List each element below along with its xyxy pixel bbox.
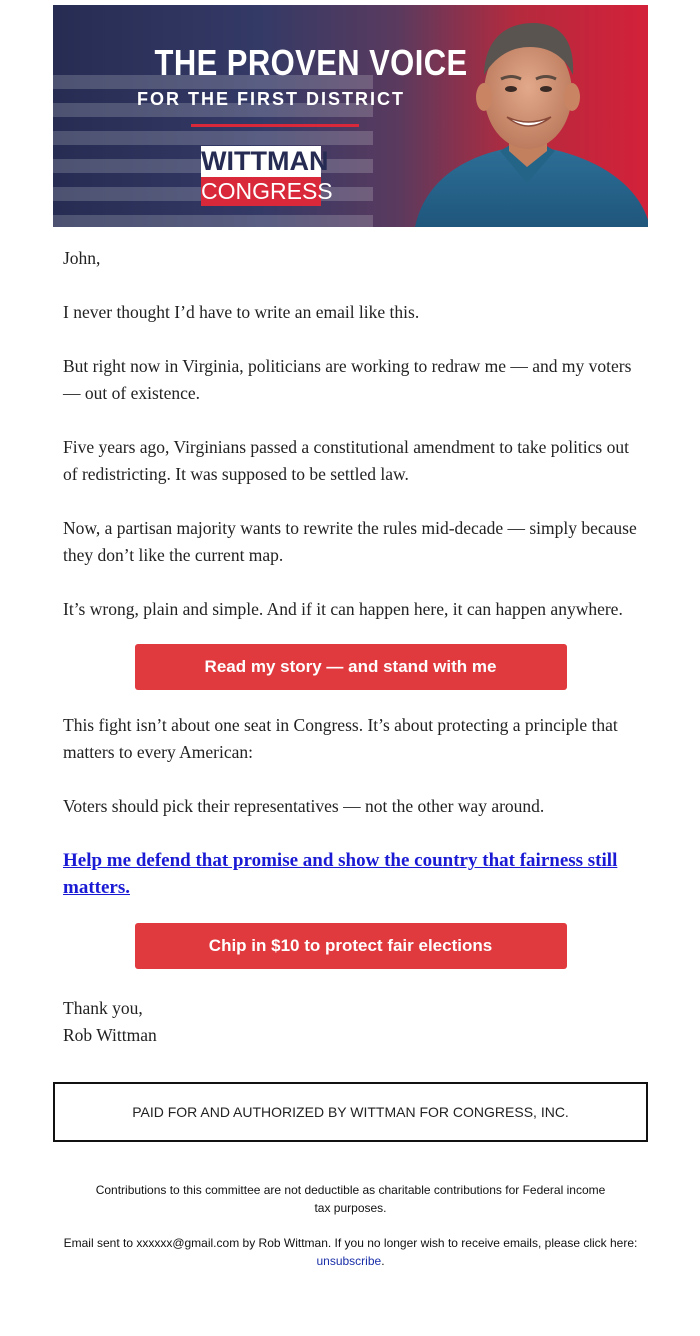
sent-to-notice bbox=[53, 1234, 648, 1270]
paragraph-3: Five years ago, Virginians passed a constitutional amendment to take politics out of redistricting. It was supposed to be settled law. bbox=[63, 437, 629, 484]
read-story-button[interactable]: Read my story — and stand with me bbox=[135, 644, 567, 690]
paragraph-5: It’s wrong, plain and simple. And if it can happen here, it can happen anywhere. bbox=[63, 599, 623, 619]
paragraph-2: But right now in Virginia, politicians are working to redraw me — and my voters — out of existence. bbox=[63, 356, 632, 403]
banner-divider bbox=[191, 124, 359, 127]
signature: Rob Wittman bbox=[63, 1025, 157, 1045]
paid-for-disclaimer: PAID FOR AND AUTHORIZED BY WITTMAN FOR CONGRESS, INC. bbox=[53, 1082, 648, 1142]
paragraph-6: This fight isn’t about one seat in Congress. It’s about protecting a principle that matters to every American: bbox=[63, 715, 618, 762]
banner-title: THE PROVEN VOICE bbox=[154, 42, 468, 83]
email-container bbox=[53, 5, 648, 1270]
paragraph-4: Now, a partisan majority wants to rewrite the rules mid-decade — simply because they don’t like the current map. bbox=[63, 518, 637, 565]
email-body bbox=[53, 227, 648, 1049]
chip-in-button[interactable]: Chip in $10 to protect fair elections bbox=[135, 923, 567, 969]
banner-subtitle: FOR THE FIRST DISTRICT bbox=[137, 89, 405, 109]
unsubscribe-period: . bbox=[381, 1254, 385, 1268]
paragraph-7: Voters should pick their representatives — not the other way around. bbox=[63, 796, 545, 816]
candidate-portrait bbox=[405, 5, 648, 227]
defend-promise-link[interactable]: Help me defend that promise and show the country that fairness still matters. bbox=[63, 850, 618, 898]
logo-top-text: WITTMAN bbox=[201, 146, 329, 176]
closing: Thank you, bbox=[63, 998, 143, 1018]
paragraph-1: I never thought I’d have to write an email like this. bbox=[63, 302, 420, 322]
logo-bottom-text: CONGRESS bbox=[201, 178, 333, 204]
wittman-congress-logo bbox=[201, 146, 333, 206]
header-banner bbox=[53, 5, 648, 227]
tax-disclaimer: Contributions to this committee are not deductible as charitable contributions for Federal income tax purposes. bbox=[95, 1183, 606, 1215]
unsubscribe-link[interactable]: unsubscribe bbox=[316, 1254, 382, 1268]
greeting: John, bbox=[63, 248, 101, 268]
sent-to-text: Email sent to xxxxxx@gmail.com by Rob Wittman. If you no longer wish to receive emails, please click here: bbox=[63, 1236, 638, 1250]
